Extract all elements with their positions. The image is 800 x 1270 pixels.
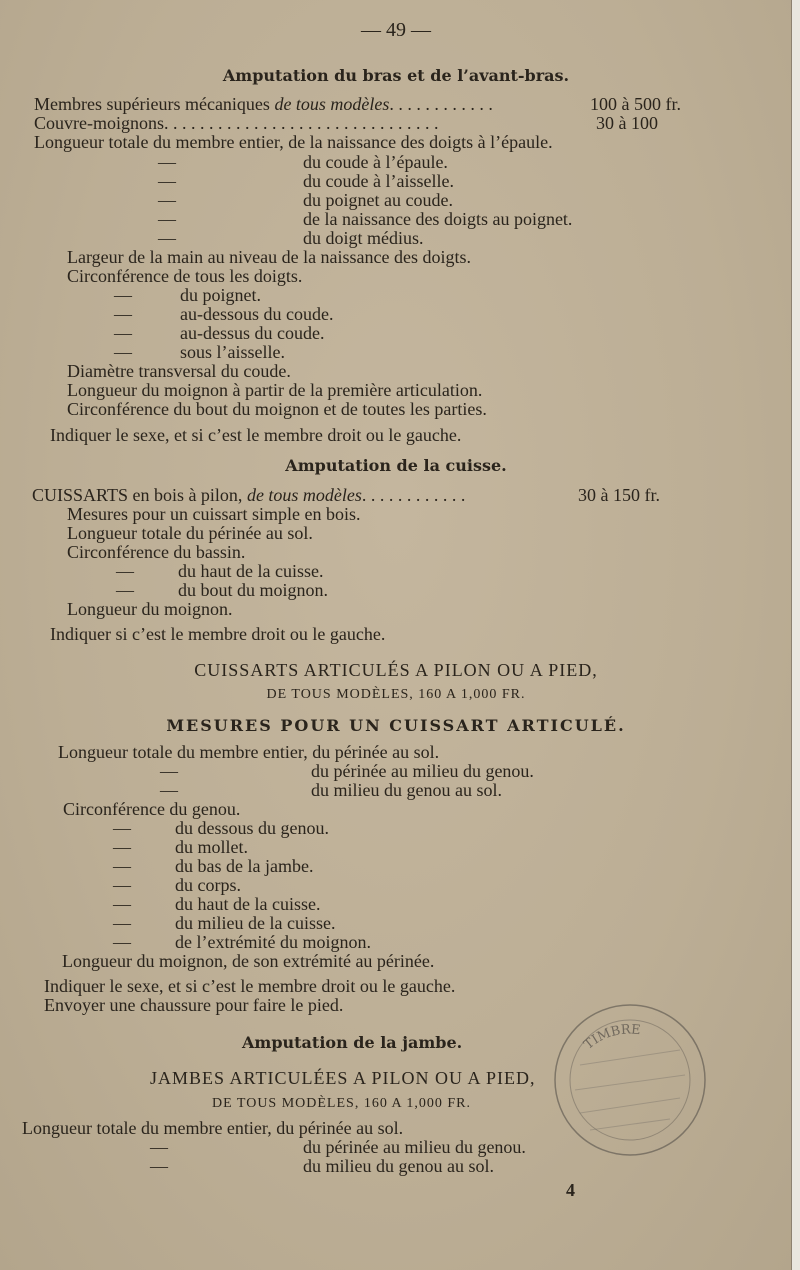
dash: — <box>113 913 131 933</box>
measure-line: du milieu du genou au sol. <box>303 1156 494 1176</box>
measure-line: Longueur du moignon à partir de la première articulation. <box>67 380 483 400</box>
measure-line: Circonférence du bassin. <box>67 542 246 562</box>
item-wooden-peg-cuissarts: CUISSARTS en bois à pilon, de tous modèles. . . . . . . . . . . . <box>32 485 466 505</box>
dash: — <box>114 342 132 362</box>
measure-line: du périnée au milieu du genou. <box>311 761 534 781</box>
instruction-line: Indiquer le sexe, et si c’est le membre droit ou le gauche. <box>44 976 456 996</box>
instruction-line: Indiquer le sexe, et si c’est le membre droit ou le gauche. <box>50 425 462 445</box>
measure-line: sous l’aisselle. <box>180 342 285 362</box>
dash: — <box>158 152 176 172</box>
instruction-line: Envoyer une chaussure pour faire le pied. <box>44 995 344 1015</box>
measure-line: Circonférence du bout du moignon et de toutes les parties. <box>67 399 487 419</box>
dash: — <box>160 780 178 800</box>
ink-stamp <box>545 995 715 1170</box>
svg-text:TIMBRE <box>581 1022 641 1052</box>
measure-line: du milieu du genou au sol. <box>311 780 502 800</box>
measure-line: du dessous du genou. <box>175 818 329 838</box>
measure-line: de la naissance des doigts au poignet. <box>303 209 573 229</box>
price-stump-covers: 30 à 100 <box>596 113 658 133</box>
item-stump-covers: Couvre-moignons. . . . . . . . . . . . . . . . . . . . . . . . . . . . . . . <box>34 113 439 133</box>
dash: — <box>158 190 176 210</box>
dash: — <box>114 285 132 305</box>
price-articulated-cuissarts: DE TOUS MODÈLES, 160 A 1,000 FR. <box>266 687 526 702</box>
measure-line: Longueur du moignon. <box>67 599 233 619</box>
section-title-thigh: Amputation de la cuisse. <box>285 456 507 475</box>
dash: — <box>116 580 134 600</box>
measure-line: du poignet au coude. <box>303 190 453 210</box>
page-number: — 49 — <box>361 19 431 41</box>
measure-line: Longueur du moignon, de son extrémité au périnée. <box>62 951 435 971</box>
measure-line: du doigt médius. <box>303 228 424 248</box>
dash: — <box>113 894 131 914</box>
dash: — <box>158 228 176 248</box>
dash: — <box>150 1156 168 1176</box>
dash: — <box>158 171 176 191</box>
section-title-leg: Amputation de la jambe. <box>242 1033 463 1052</box>
dash: — <box>116 561 134 581</box>
price-mechanical-limbs: 100 à 500 fr. <box>590 94 681 114</box>
dash: — <box>114 304 132 324</box>
measure-line: Largeur de la main au niveau de la naissance des doigts. <box>67 247 472 267</box>
sub-heading-articulated-cuissarts: CUISSARTS ARTICULÉS A PILON OU A PIED, <box>194 660 598 680</box>
item-mechanical-limbs: Membres supérieurs mécaniques de tous modèles. . . . . . . . . . . . <box>34 94 493 114</box>
dash: — <box>113 875 131 895</box>
measure-line: Longueur totale du membre entier, du périnée au sol. <box>22 1118 404 1138</box>
price-articulated-legs: DE TOUS MODÈLES, 160 A 1,000 FR. <box>212 1096 472 1111</box>
measure-line: Diamètre transversal du coude. <box>67 361 291 381</box>
measure-line: de l’extrémité du moignon. <box>175 932 371 952</box>
dash: — <box>114 323 132 343</box>
dash: — <box>113 932 131 952</box>
measure-line: Longueur totale du membre entier, du périnée au sol. <box>58 742 440 762</box>
measure-line: du bout du moignon. <box>178 580 329 600</box>
measure-line: Circonférence de tous les doigts. <box>67 266 303 286</box>
measure-line: du bas de la jambe. <box>175 856 314 876</box>
measure-line: au-dessous du coude. <box>180 304 334 324</box>
measure-line: au-dessus du coude. <box>180 323 325 343</box>
measure-line: du périnée au milieu du genou. <box>303 1137 526 1157</box>
measure-line: Longueur totale du membre entier, de la naissance des doigts à l’épaule. <box>34 132 553 152</box>
stamp-seal-icon <box>545 995 715 1170</box>
measure-line: du haut de la cuisse. <box>175 894 321 914</box>
section-title-arm: Amputation du bras et de l’avant-bras. <box>222 66 570 85</box>
measure-line: Circonférence du genou. <box>63 799 241 819</box>
stamp-text: TIMBRE <box>581 1022 642 1053</box>
measure-line: du coude à l’aisselle. <box>303 171 454 191</box>
measure-line: du haut de la cuisse. <box>178 561 324 581</box>
dash: — <box>113 856 131 876</box>
page-edge <box>791 0 800 1270</box>
measure-line: du mollet. <box>175 837 248 857</box>
measure-line: du corps. <box>175 875 241 895</box>
measure-line: du poignet. <box>180 285 261 305</box>
dash: — <box>160 761 178 781</box>
dash: — <box>150 1137 168 1157</box>
measure-line: du coude à l’épaule. <box>303 152 448 172</box>
sub-heading-articulated-legs: JAMBES ARTICULÉES A PILON OU A PIED, <box>150 1068 536 1088</box>
dash: — <box>113 837 131 857</box>
measure-line: Mesures pour un cuissart simple en bois. <box>67 504 361 524</box>
price-wooden-peg-cuissarts: 30 à 150 fr. <box>578 485 660 505</box>
section-title-articulated-measures: MESURES POUR UN CUISSART ARTICULÉ. <box>166 716 626 735</box>
dash: — <box>158 209 176 229</box>
measure-line: du milieu de la cuisse. <box>175 913 336 933</box>
instruction-line: Indiquer si c’est le membre droit ou le gauche. <box>50 624 386 644</box>
measure-line: Longueur totale du périnée au sol. <box>67 523 313 543</box>
signature-mark: 4 <box>566 1180 575 1200</box>
dash: — <box>113 818 131 838</box>
